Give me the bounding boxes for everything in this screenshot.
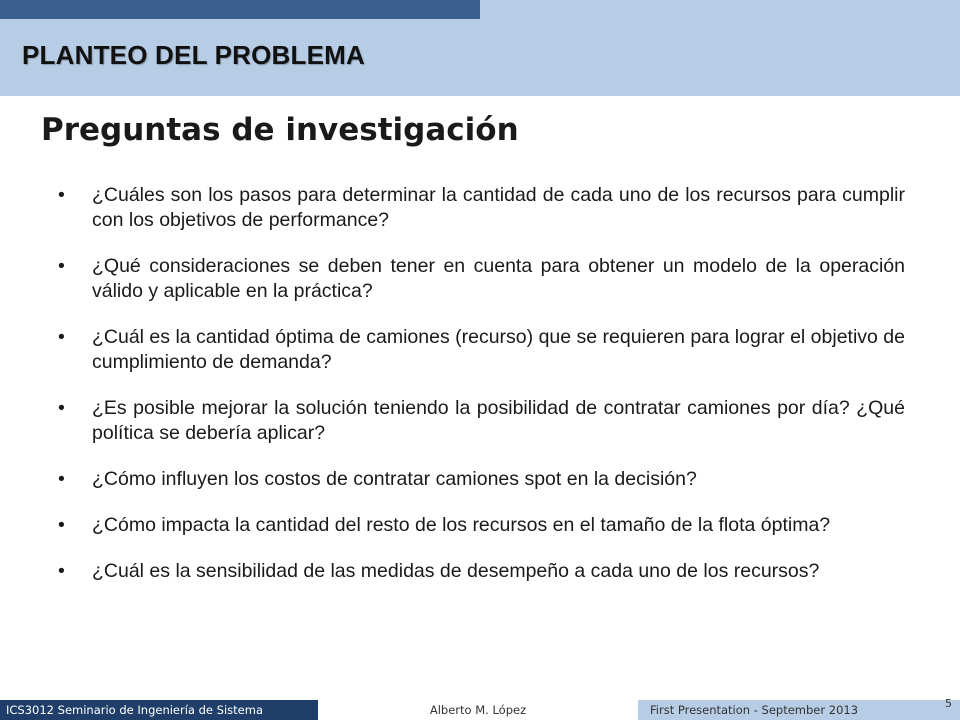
footer-author: Alberto M. López xyxy=(318,700,638,720)
bullet-item xyxy=(55,183,905,233)
bullet-item xyxy=(55,513,905,538)
bullet-text: ¿Cuál es la sensibilidad de las medidas de desempeño a cada uno de los recursos? xyxy=(92,560,820,582)
bullet-marker: • xyxy=(58,326,65,348)
bullet-text: ¿Cómo influyen los costos de contratar camiones spot en la decisión? xyxy=(92,468,697,490)
bullet-marker: • xyxy=(58,184,65,206)
bullet-marker: • xyxy=(58,468,65,490)
bullet-marker: • xyxy=(58,514,65,536)
bullet-marker: • xyxy=(58,397,65,419)
page-number: 5 xyxy=(945,697,952,710)
bullet-list xyxy=(55,183,905,605)
bullet-item xyxy=(55,467,905,492)
bullet-text: ¿Cuál es la cantidad óptima de camiones (recurso) que se requieren para lograr el objetivo de cumplimiento de demanda? xyxy=(92,326,905,373)
bullet-text: ¿Qué consideraciones se deben tener en cuenta para obtener un modelo de la operación válido y aplicable en la práctica? xyxy=(92,255,905,302)
bullet-item xyxy=(55,254,905,304)
slide-title: Preguntas de investigación xyxy=(41,112,519,148)
bullet-marker: • xyxy=(58,560,65,582)
bullet-text: ¿Cuáles son los pasos para determinar la cantidad de cada uno de los recursos para cumplir con los objetivos de performance? xyxy=(92,184,905,231)
header-light-bar xyxy=(480,0,960,19)
bullet-text: ¿Es posible mejorar la solución teniendo la posibilidad de contratar camiones por día? ¿Qué política se debería aplicar? xyxy=(92,397,905,444)
footer-course: ICS3012 Seminario de Ingeniería de Sistema xyxy=(0,700,318,720)
header-dark-bar xyxy=(0,0,480,19)
section-title: PLANTEO DEL PROBLEMA xyxy=(22,40,365,70)
bullet-marker: • xyxy=(58,255,65,277)
footer-bar xyxy=(0,700,960,720)
bullet-item xyxy=(55,396,905,446)
footer-presentation: First Presentation - September 2013 xyxy=(638,700,960,720)
bullet-item xyxy=(55,559,905,584)
bullet-text: ¿Cómo impacta la cantidad del resto de los recursos en el tamaño de la flota óptima? xyxy=(92,514,831,536)
bullet-item xyxy=(55,325,905,375)
